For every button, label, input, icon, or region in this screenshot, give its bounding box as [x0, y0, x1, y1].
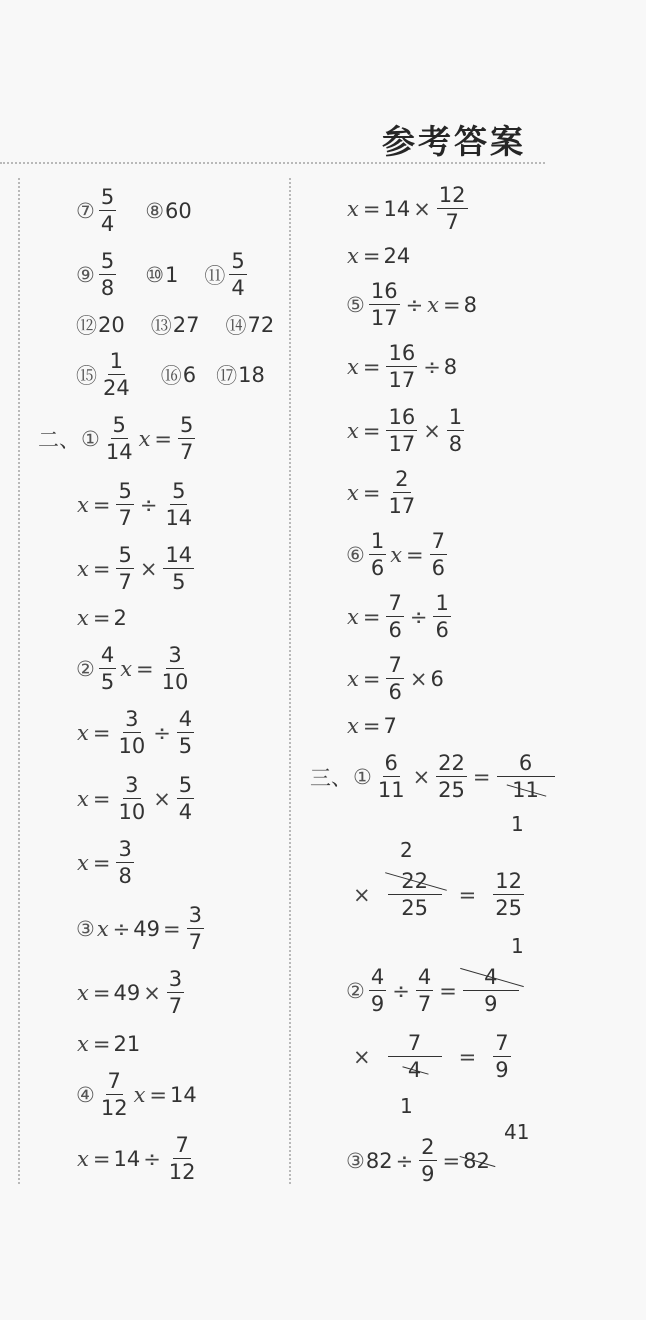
reduced-value: 1 — [400, 1094, 413, 1118]
denominator: 7 — [118, 570, 132, 594]
fraction — [163, 542, 194, 595]
operator: × — [409, 666, 428, 691]
numerator: 6 — [384, 751, 398, 775]
denominator: 6 — [388, 618, 402, 642]
operator: = — [92, 1146, 111, 1171]
operator: ÷ — [153, 720, 171, 745]
fraction — [433, 590, 450, 643]
column-divider-middle — [289, 178, 291, 1184]
item-number: ⑧ — [145, 198, 165, 223]
item-number: ⑭ — [225, 314, 247, 338]
answer-value: 6 — [182, 362, 197, 387]
operator: ÷ — [139, 492, 158, 517]
operator: = — [92, 980, 111, 1005]
numerator: 1 — [109, 349, 124, 373]
numerator: 5 — [231, 249, 245, 273]
operator: = — [458, 1044, 477, 1069]
fraction — [99, 642, 116, 695]
answer-value: 7 — [383, 714, 397, 738]
operator: = — [362, 480, 381, 505]
item-number: ③ — [346, 1148, 365, 1173]
operator: = — [92, 606, 111, 630]
variable: x — [77, 1032, 89, 1056]
variable: x — [390, 542, 403, 567]
reduced-value: 1 — [511, 812, 524, 836]
operator: ÷ — [423, 354, 441, 379]
variable: x — [77, 980, 89, 1005]
fraction — [163, 478, 194, 531]
denominator: 17 — [388, 368, 416, 392]
variable: x — [427, 292, 440, 317]
value: 14 — [113, 1146, 141, 1171]
numerator: 7 — [388, 1030, 442, 1057]
variable: x — [347, 244, 359, 268]
operator: = — [92, 1032, 111, 1056]
numerator: 16 — [370, 279, 398, 303]
fraction — [167, 1132, 198, 1185]
answer-value: 24 — [383, 244, 411, 268]
denominator: 7 — [188, 930, 202, 954]
equation-step — [76, 836, 137, 889]
denominator: 11 — [377, 778, 405, 802]
denominator: 17 — [370, 306, 398, 330]
denominator: 6 — [370, 556, 385, 580]
answer-value: 27 — [172, 313, 200, 337]
item-number: ② — [346, 978, 365, 1003]
operator: × — [143, 980, 161, 1005]
variable: x — [347, 666, 359, 691]
equation-step — [346, 404, 467, 457]
denominator: 4 — [231, 276, 245, 300]
fraction — [160, 642, 191, 695]
variable: x — [347, 354, 359, 379]
denominator: 5 — [172, 570, 186, 594]
numerator: 1 — [435, 591, 449, 615]
fraction — [388, 868, 442, 921]
fraction — [386, 652, 403, 705]
fraction — [386, 340, 417, 393]
equation-2-5 — [346, 278, 477, 331]
denominator: 25 — [495, 896, 522, 920]
operator: = — [362, 244, 381, 268]
fraction — [463, 964, 519, 1017]
operator: = — [458, 882, 477, 907]
numerator: 12 — [495, 869, 522, 893]
variable: x — [347, 418, 359, 443]
numerator: 12 — [438, 183, 466, 207]
equation-step — [346, 244, 410, 268]
item-number: ⑯ — [160, 363, 182, 388]
fraction — [99, 184, 116, 237]
variable: x — [138, 426, 151, 451]
fraction — [447, 404, 464, 457]
operator: ÷ — [143, 1146, 161, 1171]
fraction — [116, 542, 133, 595]
item-number: ⑤ — [346, 292, 365, 317]
operator: = — [362, 604, 381, 629]
reduced-value: 41 — [504, 1120, 530, 1144]
variable: x — [77, 850, 89, 875]
numerator: 5 — [172, 479, 186, 503]
fraction — [369, 528, 386, 581]
fraction — [101, 348, 132, 401]
operator: = — [362, 714, 381, 738]
operator: = — [439, 978, 457, 1003]
denominator: 10 — [161, 670, 189, 694]
variable: x — [347, 714, 359, 738]
numerator: 5 — [112, 413, 126, 437]
equation-2-6 — [346, 528, 450, 581]
section-label: 二、 — [38, 427, 80, 452]
reduced-value: 1 — [511, 934, 524, 958]
equation-2-1 — [38, 412, 198, 465]
calc-3-2 — [346, 964, 522, 1017]
equation-step — [76, 478, 197, 531]
operator: = — [442, 1148, 461, 1173]
numerator: 3 — [168, 967, 183, 991]
denominator: 4 — [178, 800, 193, 824]
denominator: 25 — [438, 778, 465, 802]
equation-step — [346, 590, 454, 643]
denominator: 12 — [168, 1160, 196, 1184]
denominator: 6 — [431, 556, 446, 580]
operator: × — [353, 882, 371, 907]
numerator: 1 — [448, 405, 463, 429]
variable: x — [120, 656, 133, 681]
denominator: 7 — [180, 440, 194, 464]
calc-3-1-continued — [350, 868, 527, 921]
operator: = — [362, 196, 381, 221]
operator: = — [92, 786, 111, 811]
value: 49 — [133, 916, 161, 941]
denominator: 5 — [100, 670, 115, 694]
item-number: ⑫ — [76, 314, 97, 338]
value: 14 — [170, 1082, 197, 1107]
item-number: ③ — [76, 916, 95, 941]
item-number: ⑨ — [76, 262, 95, 287]
answer-value: 20 — [98, 313, 125, 337]
denominator: 14 — [165, 506, 193, 530]
item-number: ① — [81, 426, 100, 451]
reduced-value: 2 — [400, 838, 413, 862]
answer-value: 60 — [165, 198, 192, 223]
fraction — [116, 706, 147, 759]
equation-step — [76, 772, 197, 825]
numerator: 2 — [395, 467, 409, 491]
denominator: 17 — [388, 432, 416, 456]
equation-step — [346, 652, 444, 705]
numerator: 22 — [438, 751, 465, 775]
denominator: 6 — [435, 618, 449, 642]
cancelled-denominator: 11 — [512, 778, 539, 802]
calc-3-2-continued — [350, 1030, 514, 1083]
fraction — [116, 836, 133, 889]
equation-step — [76, 1032, 140, 1056]
fraction — [416, 964, 433, 1017]
numerator: 5 — [100, 249, 115, 273]
equation-step — [346, 340, 457, 393]
variable: x — [96, 916, 109, 941]
numerator: 5 — [118, 479, 132, 503]
numerator: 16 — [388, 405, 416, 429]
numerator: 4 — [178, 707, 193, 731]
denominator: 6 — [388, 680, 402, 704]
numerator: 14 — [165, 543, 193, 567]
answer-value: 18 — [238, 362, 265, 387]
operator: × — [353, 1044, 371, 1069]
variable: x — [347, 196, 359, 221]
variable: x — [77, 492, 89, 517]
value: 8 — [463, 292, 477, 317]
variable: x — [133, 1082, 146, 1107]
equation-2-2 — [76, 642, 193, 695]
numerator: 3 — [168, 643, 182, 667]
fraction — [99, 1068, 130, 1121]
variable: x — [77, 556, 89, 581]
denominator: 10 — [118, 800, 146, 824]
operator: × — [413, 196, 431, 221]
operator: = — [92, 492, 111, 517]
denominator: 17 — [388, 494, 416, 518]
numerator: 7 — [388, 591, 402, 615]
fraction — [178, 412, 195, 465]
operator: = — [443, 292, 461, 317]
denominator: 14 — [105, 440, 133, 464]
denominator: 10 — [118, 734, 146, 758]
operator: = — [92, 850, 111, 875]
equation-2-3 — [76, 902, 207, 955]
operator: × — [153, 786, 171, 811]
fraction — [177, 772, 194, 825]
item-number: ② — [76, 656, 95, 681]
fraction — [369, 964, 386, 1017]
operator: = — [406, 542, 424, 567]
cancelled-numerator: 4 — [463, 964, 519, 991]
operator: ÷ — [395, 1148, 414, 1173]
operator: ÷ — [405, 292, 424, 317]
answer-value: 72 — [247, 313, 275, 337]
value: 14 — [383, 196, 411, 221]
operator: ÷ — [112, 916, 131, 941]
equation-step — [76, 966, 187, 1019]
operator: = — [154, 426, 173, 451]
fraction — [167, 966, 184, 1019]
item-number: ⑥ — [346, 542, 365, 567]
fraction — [369, 278, 400, 331]
variable: x — [347, 480, 359, 505]
fraction — [386, 404, 417, 457]
value: 8 — [443, 354, 458, 379]
numerator: 5 — [100, 185, 115, 209]
numerator: 7 — [431, 529, 446, 553]
denominator: 9 — [484, 992, 498, 1016]
answer-row-7-8 — [76, 184, 192, 237]
answer-row-15-17 — [76, 348, 265, 401]
numerator: 7 — [495, 1031, 509, 1055]
numerator: 3 — [118, 837, 132, 861]
equation-step — [346, 182, 471, 235]
item-number: ④ — [76, 1082, 95, 1107]
denominator: 7 — [445, 210, 459, 234]
item-number: ⑰ — [216, 363, 238, 388]
denominator: 9 — [495, 1058, 509, 1082]
answer-row-12-14 — [76, 310, 274, 340]
denominator: 12 — [100, 1096, 128, 1120]
denominator: 8 — [118, 864, 132, 888]
operator: × — [423, 418, 441, 443]
denominator: 7 — [118, 506, 132, 530]
equation-step — [76, 606, 127, 630]
numerator: 4 — [417, 965, 432, 989]
numerator: 4 — [370, 965, 385, 989]
fraction — [386, 590, 403, 643]
fraction — [419, 1134, 436, 1187]
denominator: 9 — [370, 992, 385, 1016]
calc-3-3 — [346, 1134, 490, 1187]
equation-step — [76, 706, 197, 759]
operator: = — [163, 916, 181, 941]
numerator: 16 — [388, 341, 416, 365]
numerator: 7 — [175, 1133, 189, 1157]
value: 82 — [365, 1148, 393, 1173]
numerator: 6 — [497, 750, 555, 777]
calc-3-1 — [310, 750, 558, 803]
item-number: ⑬ — [150, 314, 172, 338]
fraction — [436, 750, 467, 803]
operator: = — [362, 354, 381, 379]
item-number: ① — [353, 764, 372, 789]
fraction — [104, 412, 135, 465]
fraction — [229, 248, 246, 301]
denominator: 7 — [417, 992, 432, 1016]
fraction — [388, 1030, 442, 1083]
numerator: 3 — [188, 903, 202, 927]
fraction — [430, 528, 447, 581]
item-number: ⑮ — [76, 363, 97, 388]
value: 6 — [430, 666, 444, 691]
operator: = — [472, 764, 491, 789]
operator: = — [149, 1082, 168, 1107]
numerator: 1 — [370, 529, 385, 553]
operator: = — [136, 656, 154, 681]
cancelled-value: 82 — [463, 1148, 490, 1173]
equation-2-4 — [76, 1068, 197, 1121]
variable: x — [77, 786, 89, 811]
fraction — [116, 478, 133, 531]
numerator: 5 — [180, 413, 194, 437]
denominator: 8 — [100, 276, 115, 300]
numerator: 3 — [125, 707, 139, 731]
header-divider — [0, 162, 545, 164]
numerator: 7 — [388, 653, 402, 677]
operator: ÷ — [409, 604, 428, 629]
operator: = — [92, 720, 111, 745]
denominator: 24 — [103, 376, 130, 400]
denominator: 9 — [421, 1162, 435, 1186]
answer-value: 21 — [113, 1032, 141, 1056]
operator: × — [412, 764, 431, 789]
page-title: 参考答案 — [382, 122, 526, 161]
numerator: 3 — [125, 773, 139, 797]
denominator: 8 — [448, 432, 463, 456]
variable: x — [77, 606, 89, 630]
section-label: 三、 — [310, 765, 352, 790]
fraction — [187, 902, 204, 955]
fraction — [493, 1030, 510, 1083]
value: 49 — [113, 980, 141, 1005]
operator: = — [362, 418, 381, 443]
operator: = — [92, 556, 111, 581]
fraction — [493, 868, 524, 921]
operator: ÷ — [392, 978, 410, 1003]
variable: x — [77, 1146, 89, 1171]
operator: × — [139, 556, 158, 581]
fraction — [386, 466, 417, 519]
denominator: 4 — [100, 212, 115, 236]
item-number: ⑩ — [145, 262, 165, 287]
operator: = — [362, 666, 381, 691]
answer-row-9-11 — [76, 248, 250, 301]
fraction — [116, 772, 147, 825]
equation-step — [76, 1132, 201, 1185]
numerator: 4 — [100, 643, 115, 667]
fraction — [437, 182, 468, 235]
variable: x — [77, 720, 89, 745]
item-number: ⑪ — [204, 263, 226, 288]
denominator: 25 — [401, 896, 428, 920]
cancelled-denominator: 4 — [407, 1058, 422, 1082]
equation-step — [76, 542, 197, 595]
answer-value: 2 — [113, 606, 127, 630]
numerator: 7 — [107, 1069, 121, 1093]
column-divider-left — [18, 178, 20, 1184]
fraction — [99, 248, 116, 301]
denominator: 7 — [168, 994, 183, 1018]
answer-value: 1 — [165, 262, 179, 287]
cancelled-numerator: 22 — [388, 868, 442, 895]
numerator: 5 — [178, 773, 193, 797]
fraction — [177, 706, 194, 759]
fraction — [376, 750, 407, 803]
variable: x — [347, 604, 359, 629]
equation-step — [346, 466, 420, 519]
fraction — [497, 750, 555, 803]
numerator: 2 — [421, 1135, 435, 1159]
item-number: ⑦ — [76, 198, 95, 223]
equation-step — [346, 714, 397, 738]
numerator: 5 — [118, 543, 132, 567]
denominator: 5 — [178, 734, 193, 758]
